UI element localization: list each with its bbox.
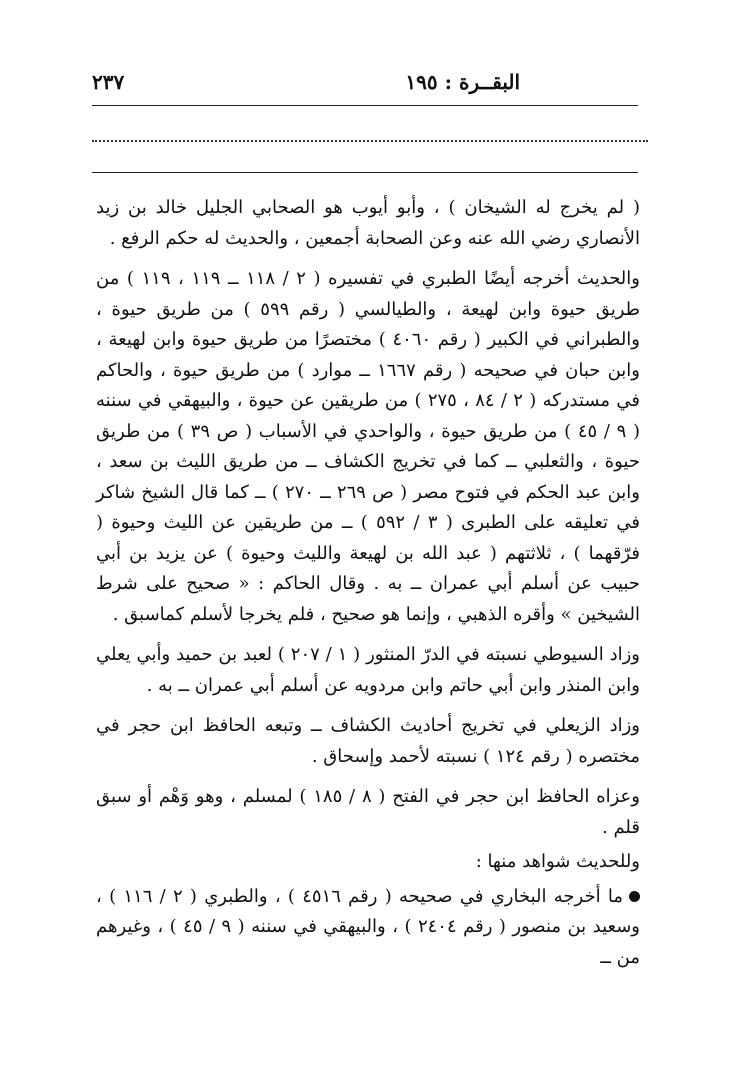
- footnote-text: [96, 193, 640, 983]
- paragraph-2: والحديث أخرجه أيضًا الطبري في تفسيره ( ٢ / ١١٨ ــ ١١٩ ، ١١٩ ) من طريق حيوة وابن لهيعة ، والطيالسي ( رقم ٥٩٩ ) من طريق حيوة ، والطبراني في الكبير ( رقم ٤٠٦٠ ) مختصرًا من طريق حيوة وابن لهيعة ، وابن حبان في صحيحه ( رقم ١٦٦٧ ــ موارد ) من طريق حيوة ، والحاكم في مستدركه ( ٢ / ٨٤ ، ٢٧٥ ) من طريقين عن حيوة ، والبيهقي في سننه ( ٩ / ٤٥ ) من طريق حيوة ، والواحدي في الأسباب ( ص ٣٩ ) من طريق حيوة ، والثعلبي ــ كما في تخريج الكشاف ــ من طريق الليث بن سعد ، وابن عبد الحكم في فتوح مصر ( ص ٢٦٩ ــ ٢٧٠ ) ــ كما قال الشيخ شاكر في تعليقه على الطبرى ( ٣ / ٥٩٢ ) ــ من طريقين عن الليث وحيوة ( فرّقهما ) ، ثلاثتهم ( عبد الله بن لهيعة والليث وحيوة ) عن يزيد بن أبي حبيب عن أسلم أبي عمران ــ به . وقال الحاكم : « صحيح على شرط الشيخين » وأقره الذهبي ، وإنما هو صحيح ، فلم يخرجا لأسلم كماسبق .: [96, 268, 641, 625]
- chapter-verse-title: البقــرة : ١٩٥: [405, 70, 520, 94]
- paragraph-6: وللحديث شواهد منها :: [475, 851, 640, 872]
- paragraph-4: وزاد الزيعلي في تخريج أحاديث الكشاف ــ وتبعه الحافظ ابن حجر في مختصره ( رقم ١٢٤ ) نسبته لأحمد وإسحاق .: [96, 715, 640, 767]
- paragraph-1: ( لم يخرج له الشيخان ) ، وأبو أيوب هو الصحابي الجليل خالد بن زيد الأنصاري رضي الله عنه وعن الصحابة أجمعين ، والحديث له حكم الرفع .: [96, 197, 640, 249]
- paragraph-7-text: ما أخرجه البخاري في صحيحه ( رقم ٤٥١٦ ) ، والطبري ( ٢ / ١١٦ ) ، وسعيد بن منصور ( رقم ٢٤٠٤ ) ، والبيهقي في سننه ( ٩ / ٤٥ ) ، وغيرهم من ــ: [96, 885, 640, 968]
- paragraph-7: [96, 882, 640, 974]
- paragraph-5: وعزاه الحافظ ابن حجر في الفتح ( ٨ / ١٨٥ ) لمسلم ، وهو وَهْم أو سبق قلم .: [96, 786, 640, 838]
- footnote-rule: [92, 172, 638, 173]
- dotted-separator: [92, 140, 648, 154]
- page-number: ٢٣٧: [92, 70, 125, 94]
- page-header: [92, 70, 638, 100]
- header-rule: [92, 105, 638, 106]
- paragraph-3: وزاد السيوطي نسبته في الدرّ المنثور ( ١ / ٢٠٧ ) لعبد بن حميد وأبي يعلي وابن المنذر وابن أبي حاتم وابن مردويه عن أسلم أبي عمران ــ به .: [96, 644, 640, 696]
- bullet-icon: [629, 891, 640, 902]
